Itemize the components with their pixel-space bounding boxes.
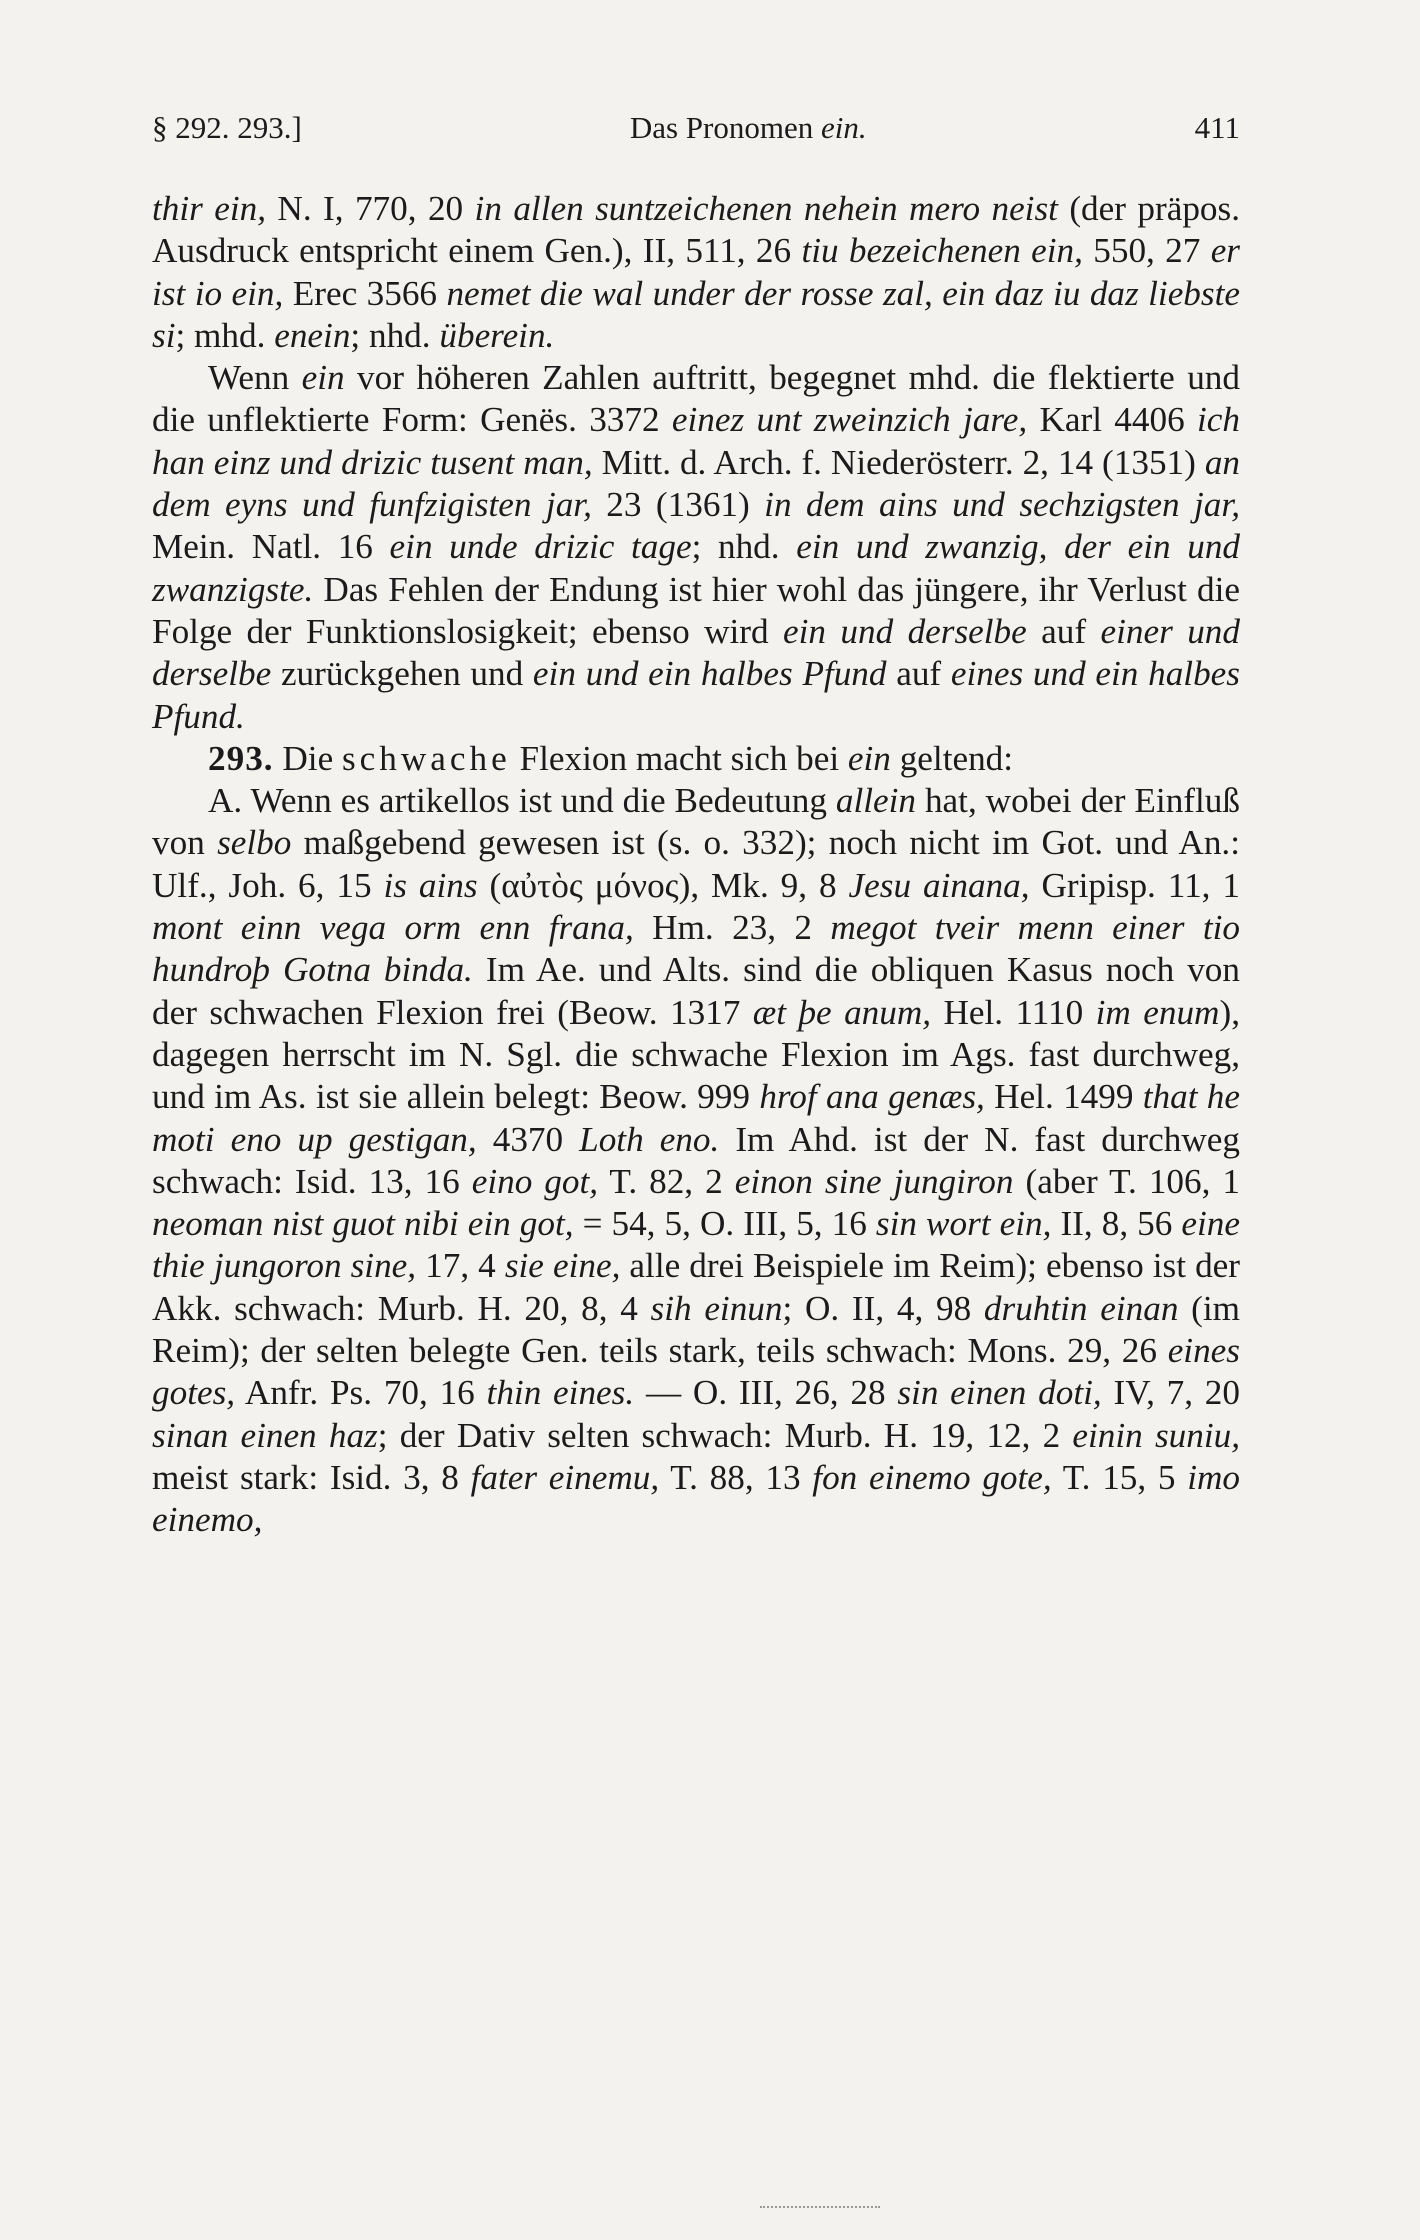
- text-run: ; nhd.: [350, 315, 440, 355]
- text-run: geltend:: [890, 738, 1014, 778]
- text-run: Hel. 1499: [984, 1077, 1143, 1117]
- italic-run: eines gotes,: [152, 1331, 1240, 1413]
- text-run: Gripisp. 11, 1: [1029, 865, 1240, 905]
- text-run: 17, 4: [416, 1246, 505, 1286]
- body-text: [152, 188, 1240, 1542]
- text-run: Hm. 23, 2: [633, 908, 831, 948]
- text-run: 23 (1361): [591, 485, 765, 525]
- section-293-heading: [152, 738, 1240, 780]
- text-run: T. 82, 2: [598, 1161, 735, 1201]
- italic-run: ein: [301, 358, 345, 398]
- italic-run: hrof ana genæs,: [759, 1077, 985, 1117]
- text-run: Hel. 1110: [931, 992, 1096, 1032]
- italic-run: er ist io ein,: [152, 231, 1240, 313]
- italic-run: thir ein,: [152, 189, 267, 228]
- italic-run: enein: [274, 315, 351, 355]
- text-run: ; nhd.: [691, 527, 797, 567]
- italic-run: Loth eno.: [579, 1119, 720, 1159]
- text-run: Das Pronomen: [629, 110, 821, 145]
- italic-run: eines und ein halbes Pfund.: [152, 654, 1240, 736]
- text-run: Im Ahd. ist der N. fast durchweg schwach: Isid. 13, 16: [152, 1119, 1240, 1201]
- text-run: meist stark: Isid. 3, 8: [152, 1457, 471, 1497]
- text-run: (der präpos. Ausdruck entspricht einem Gen.), II, 511, 26: [152, 189, 1240, 271]
- italic-run: tiu bezeichenen ein,: [801, 231, 1083, 271]
- italic-run: megot tveir menn einer tio hundroþ Gotna binda.: [152, 908, 1240, 990]
- italic-run: sin wort ein,: [875, 1204, 1052, 1244]
- paragraph-a: [152, 780, 1240, 1541]
- italic-run: druhtin einan: [983, 1288, 1179, 1328]
- italic-run: fater einemu,: [470, 1457, 660, 1497]
- italic-run: selbo: [217, 823, 292, 863]
- text-run: maßgebend gewesen ist (s. o. 332); noch nicht im Got. und An.: Ulf., Joh. 6, 15: [152, 823, 1241, 905]
- italic-run: eine thie jungoron sine,: [152, 1204, 1241, 1286]
- italic-run: einon sine jungiron: [734, 1161, 1014, 1201]
- italic-run: ich han einz und drizic tusent man,: [152, 400, 1240, 482]
- italic-run: sin einen doti,: [897, 1373, 1102, 1413]
- italic-run: einez unt zweinzich jare,: [671, 400, 1028, 440]
- text-run: — O. III, 26, 28: [634, 1373, 898, 1413]
- section-reference: § 292. 293.]: [152, 110, 302, 145]
- text-run: zurückgehen und: [271, 654, 533, 694]
- italic-run: eino got,: [471, 1161, 599, 1201]
- text-run: ; O. II, 4, 98: [782, 1288, 984, 1328]
- text-run: N. I, 770, 20: [266, 189, 475, 228]
- text-run: ; mhd.: [175, 315, 275, 355]
- text-run: Im Ae. und Alts. sind die obliquen Kasus noch von der schwachen Flexion frei (Beow. 1317: [152, 950, 1240, 1032]
- italic-run: ein.: [821, 110, 867, 145]
- text-run: Die: [273, 738, 342, 778]
- italic-run: einin suniu,: [1072, 1415, 1240, 1455]
- italic-run: ein: [847, 738, 891, 778]
- paragraph-higher-numbers: [152, 357, 1240, 738]
- italic-run: sih einun: [650, 1288, 783, 1328]
- italic-run: that he moti eno up gestigan,: [152, 1077, 1241, 1159]
- text-run: auf: [886, 654, 951, 694]
- text-run: Wenn: [208, 358, 302, 398]
- page-number: 411: [1194, 110, 1240, 145]
- italic-run: ein unde drizic tage: [389, 527, 692, 567]
- italic-run: einer und derselbe: [152, 611, 1240, 694]
- running-title: [630, 110, 867, 146]
- text-run: (αὐτὸς μόνος), Mk. 9, 8: [477, 865, 849, 905]
- text-run: Mein. Natl. 16: [152, 527, 390, 567]
- text-run: Flexion macht sich bei: [510, 738, 848, 778]
- text-run: (aber T. 106, 1: [1013, 1161, 1241, 1201]
- text-run: schwache: [341, 738, 511, 778]
- text-run: Das Fehlen der Endung ist hier wohl das jüngere, ihr Verlust die Folge der Funktionslosigkeit; ebenso wird: [152, 569, 1240, 651]
- text-run: = 54, 5, O. III, 5, 16: [573, 1204, 876, 1244]
- italic-run: æt þe anum,: [752, 992, 932, 1032]
- text-run: (im Reim); der selten belegte Gen. teils stark, teils schwach: Mons. 29, 26: [152, 1288, 1241, 1371]
- italic-run: an dem eyns und funfzigisten jar,: [152, 442, 1241, 525]
- text-run: IV, 7, 20: [1101, 1373, 1240, 1413]
- italic-run: is ains: [383, 865, 478, 905]
- italic-run: thin eines.: [486, 1373, 635, 1413]
- italic-run: überein.: [439, 315, 555, 355]
- italic-run: sie eine,: [504, 1246, 621, 1286]
- text-run: Erec 3566: [283, 273, 447, 313]
- italic-run: ein und derselbe: [783, 611, 1027, 651]
- text-run: Karl 4406: [1027, 400, 1197, 440]
- italic-run: sinan einen haz: [152, 1415, 378, 1455]
- running-header: [152, 110, 1240, 146]
- italic-run: Jesu ainana,: [848, 865, 1030, 905]
- text-run: alle drei Beispiele im Reim); ebenso ist der Akk. schwach: Murb. H. 20, 8, 4: [152, 1246, 1240, 1328]
- italic-run: neoman nist guot nibi ein got,: [152, 1204, 574, 1244]
- text-run: ), dagegen herrscht im N. Sgl. die schwache Flexion im Ags. fast durchweg, und im As. ist sie allein belegt: Beow. 999: [152, 992, 1240, 1117]
- italic-run: mont einn vega orm enn frana,: [152, 908, 634, 948]
- italic-run: allein: [835, 781, 917, 821]
- text-run: auf: [1026, 611, 1101, 651]
- italic-run: in dem ains und sechzigsten jar,: [764, 485, 1240, 525]
- text-run: 550, 27: [1082, 231, 1211, 271]
- italic-run: in allen suntzeichenen nehein mero neist: [474, 189, 1058, 228]
- italic-run: im enum: [1095, 992, 1220, 1032]
- italic-run: imo einemo,: [152, 1457, 1240, 1540]
- italic-run: ein und ein halbes Pfund: [532, 654, 887, 694]
- text-run: Mitt. d. Arch. f. Niederösterr. 2, 14 (1351): [592, 442, 1205, 482]
- paragraph-continuation: [152, 188, 1240, 357]
- text-run: 4370: [476, 1119, 580, 1159]
- italic-run: nemet die wal under der rosse zal, ein daz iu daz liebste si: [152, 273, 1240, 355]
- text-run: Anfr. Ps. 70, 16: [235, 1373, 487, 1413]
- text-run: II, 8, 56: [1051, 1204, 1182, 1244]
- text-run: ; der Dativ selten schwach: Murb. H. 19, 12, 2: [377, 1415, 1073, 1455]
- text-run: hat, wobei der Einfluß von: [152, 781, 1240, 863]
- bottom-edge-mark: [760, 2206, 880, 2214]
- italic-run: ein und zwanzig, der ein und zwanzigste.: [152, 527, 1241, 609]
- text-run: T. 88, 13: [659, 1457, 813, 1497]
- text-run: T. 15, 5: [1051, 1457, 1188, 1497]
- text-run: A. Wenn es artikellos ist und die Bedeutung: [208, 781, 836, 821]
- section-number: 293.: [208, 738, 274, 778]
- text-run: vor höheren Zahlen auftritt, begegnet mhd. die flektierte und die unflektierte Form: Genës. 3372: [152, 358, 1240, 440]
- italic-run: fon einemo gote,: [812, 1457, 1052, 1497]
